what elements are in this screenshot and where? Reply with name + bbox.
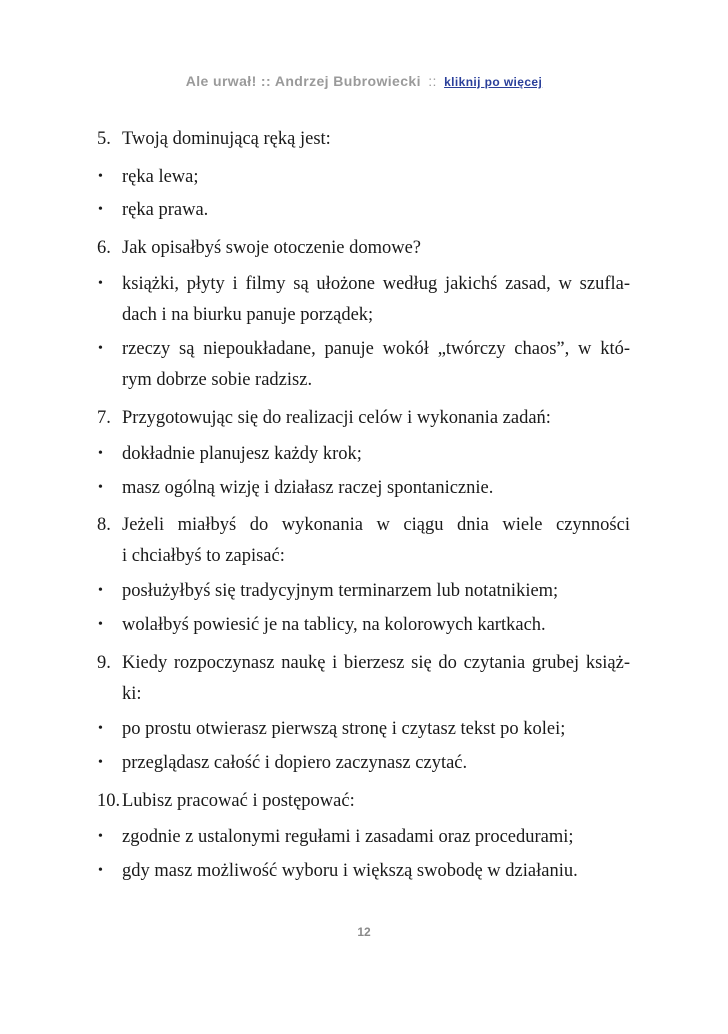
question-number: 10.: [97, 791, 121, 811]
bullet-icon: •: [98, 755, 103, 770]
bullet-icon: •: [98, 617, 103, 632]
option-text: ręka lewa;: [122, 167, 199, 187]
bullet-icon: •: [98, 829, 103, 844]
question-text: ki:: [122, 684, 142, 704]
bullet-icon: •: [98, 276, 103, 291]
bullet-icon: •: [98, 721, 103, 736]
option-text: przeglądasz całość i dopiero zaczynasz czytać.: [122, 753, 468, 773]
option-text: posłużyłbyś się tradycyjnym terminarzem lub notatnikiem;: [122, 581, 559, 601]
question-text: Przygotowując się do realizacji celów i wykonania zadań:: [122, 408, 551, 428]
option-text: dach i na biurku panuje porządek;: [122, 305, 374, 325]
question-text: Lubisz pracować i postępować:: [122, 791, 355, 811]
option-text: gdy masz możliwość wyboru i większą swobodę w działaniu.: [122, 861, 578, 881]
bullet-icon: •: [98, 341, 103, 356]
option-text: zgodnie z ustalonymi regułami i zasadami oraz procedurami;: [122, 827, 574, 847]
question-text: Kiedy rozpoczynasz naukę i bierzesz się do czytania grubej książ-: [122, 653, 630, 673]
header-separator: ::: [428, 73, 437, 89]
question-text: Twoją dominującą ręką jest:: [122, 129, 331, 149]
question-number: 6.: [97, 238, 111, 258]
option-text: rym dobrze sobie radzisz.: [122, 370, 313, 390]
question-text: i chciałbyś to zapisać:: [122, 546, 285, 566]
option-text: dokładnie planujesz każdy krok;: [122, 444, 362, 464]
bullet-icon: •: [98, 480, 103, 495]
more-link[interactable]: kliknij po więcej: [444, 75, 543, 89]
header-title: Ale urwał! :: Andrzej Bubrowiecki: [185, 73, 421, 89]
page-header: [0, 73, 728, 89]
option-text: ręka prawa.: [122, 200, 209, 220]
bullet-icon: •: [98, 446, 103, 461]
bullet-icon: •: [98, 202, 103, 217]
option-text: po prostu otwierasz pierwszą stronę i czytasz tekst po kolei;: [122, 719, 566, 739]
question-number: 5.: [97, 129, 111, 149]
bullet-icon: •: [98, 169, 103, 184]
question-number: 7.: [97, 408, 111, 428]
option-text: masz ogólną wizję i działasz raczej spontanicznie.: [122, 478, 494, 498]
option-text: wolałbyś powiesić je na tablicy, na kolorowych kartkach.: [122, 615, 546, 635]
bullet-icon: •: [98, 863, 103, 878]
option-text: książki, płyty i filmy są ułożone według jakichś zasad, w szufla-: [122, 274, 630, 294]
option-text: rzeczy są niepoukładane, panuje wokół „twórczy chaos”, w któ-: [122, 339, 630, 359]
question-text: Jeżeli miałbyś do wykonania w ciągu dnia wiele czynności: [122, 515, 630, 535]
bullet-icon: •: [98, 583, 103, 598]
question-text: Jak opisałbyś swoje otoczenie domowe?: [122, 238, 422, 258]
page-number: 12: [357, 925, 371, 939]
question-number: 8.: [97, 515, 111, 535]
question-number: 9.: [97, 653, 111, 673]
